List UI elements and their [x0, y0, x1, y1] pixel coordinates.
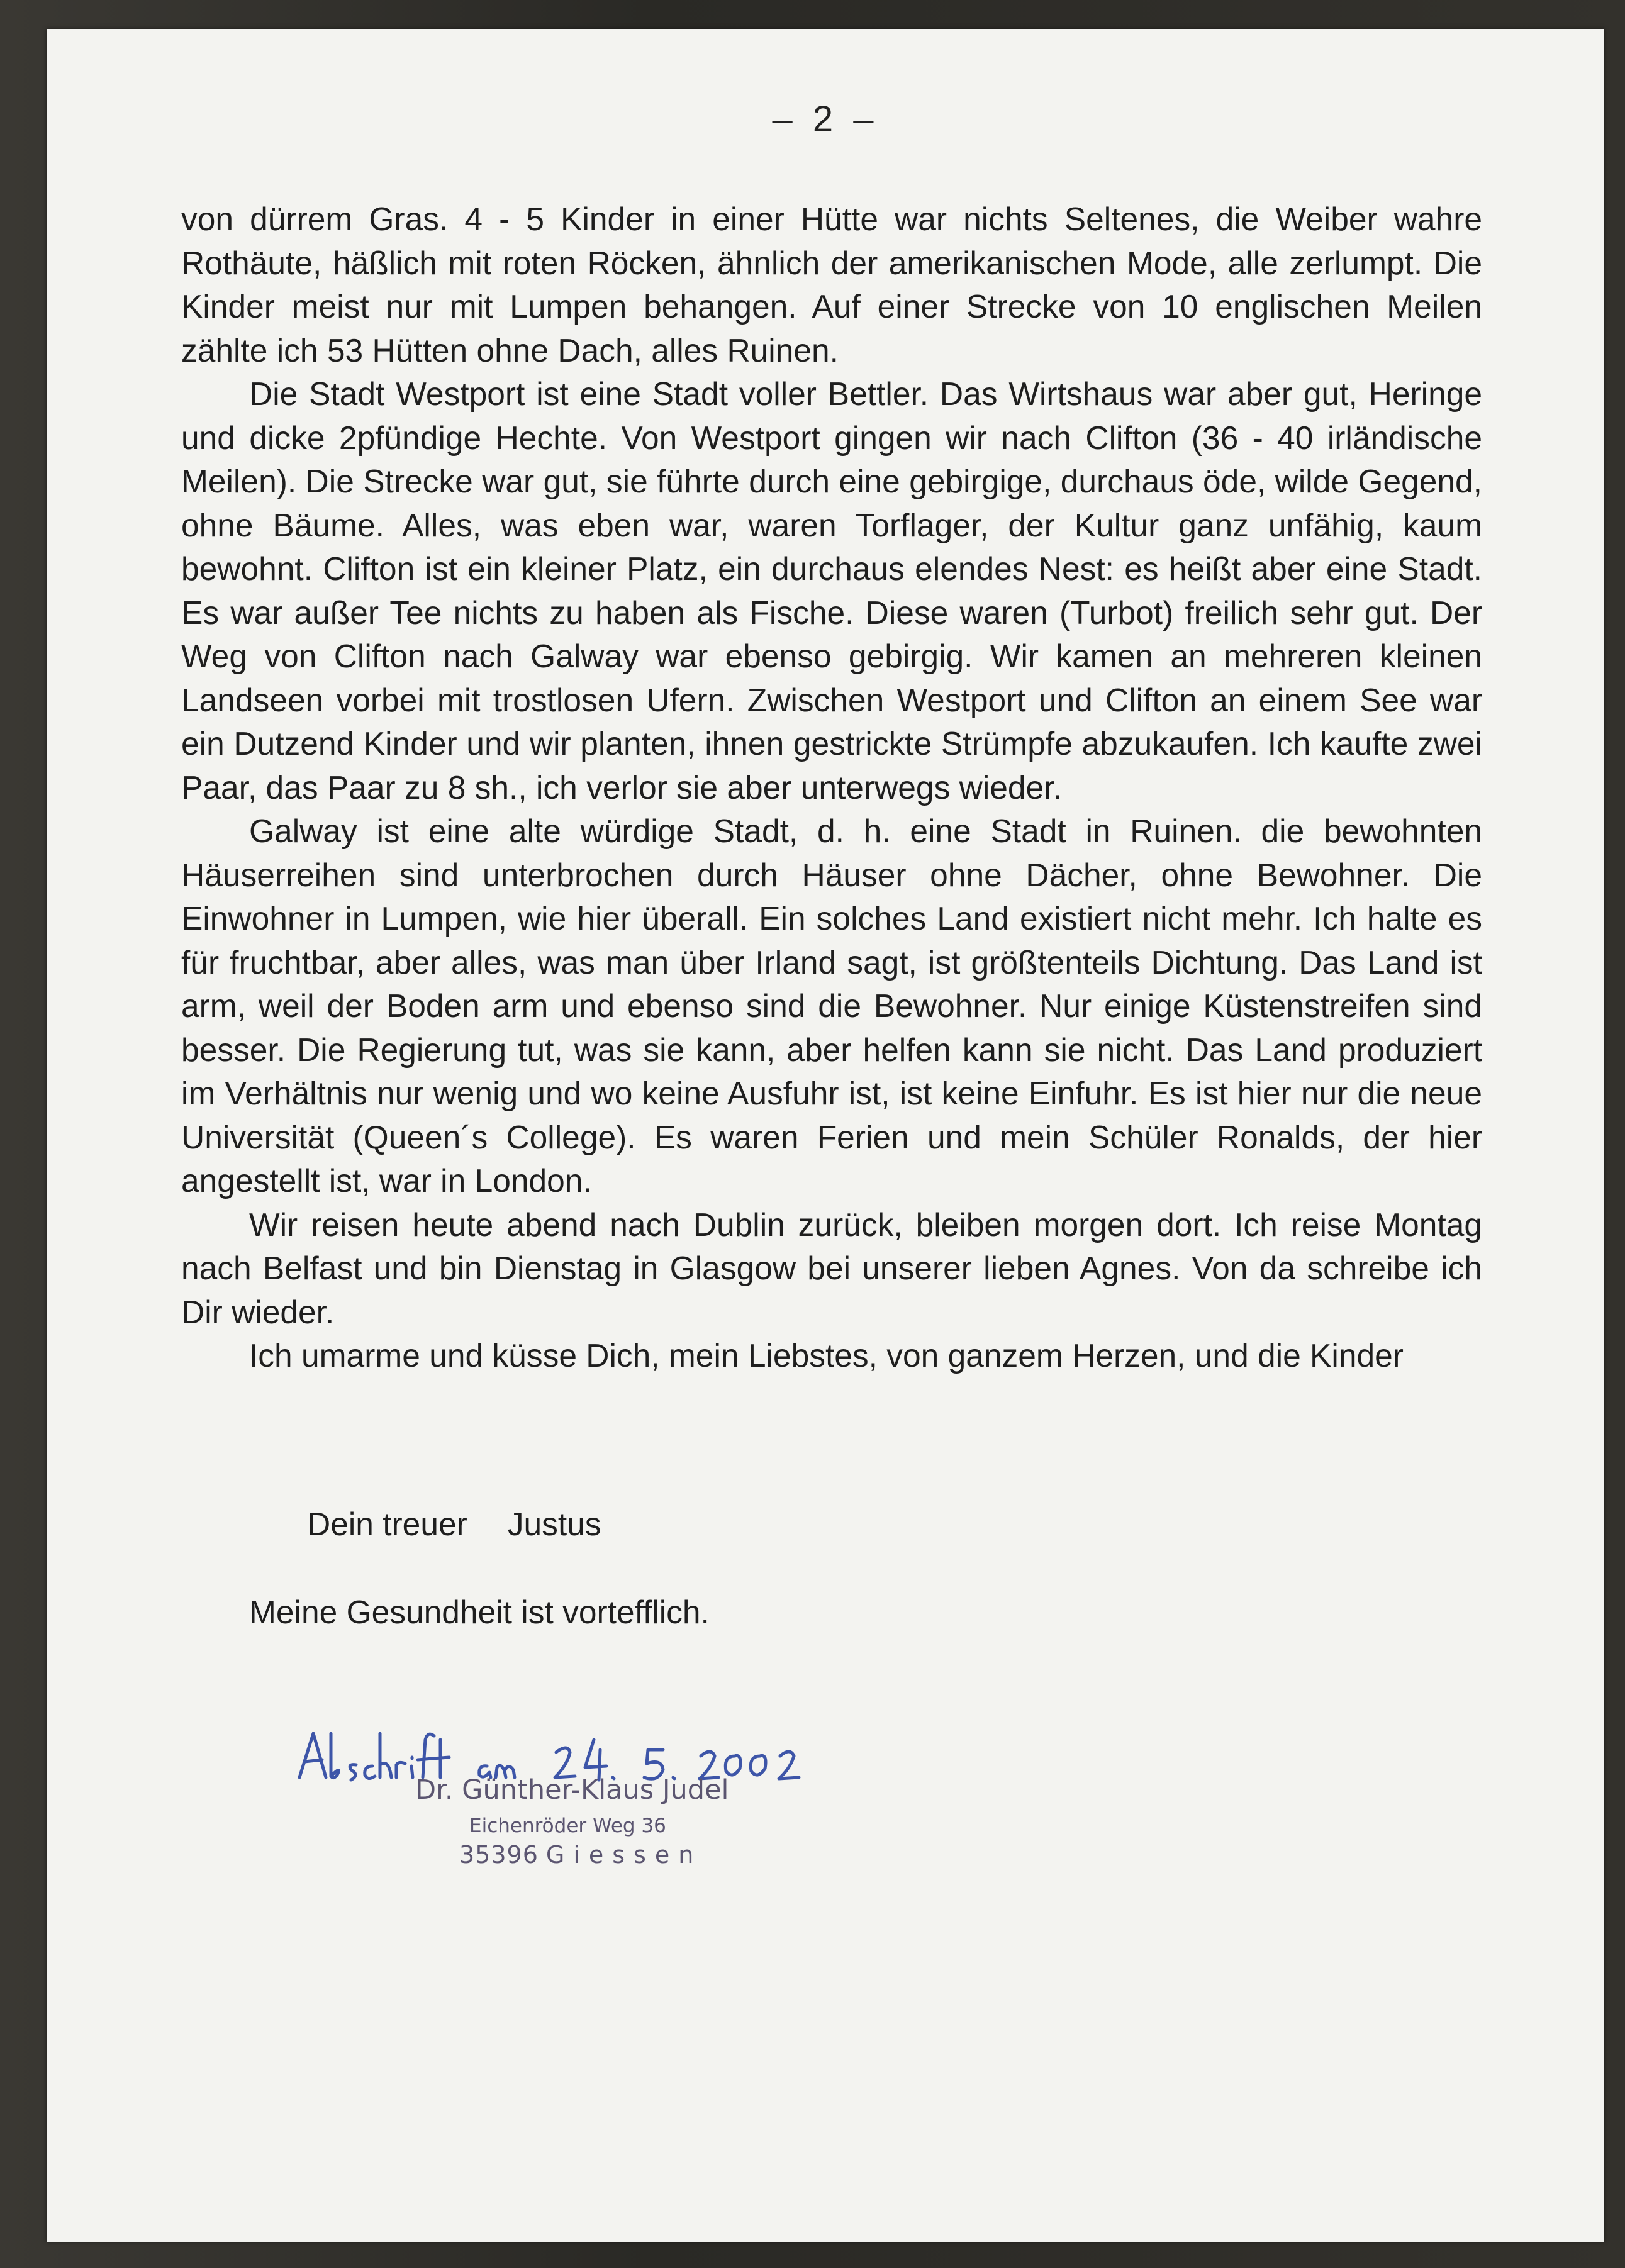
stamp-postcode: 35396: [459, 1841, 539, 1869]
postscript: Meine Gesundheit ist vortefflich.: [249, 1594, 710, 1630]
address-stamp: [415, 1774, 856, 1869]
letter-closing: [307, 1505, 642, 1543]
stamp-city: Giessen: [545, 1841, 703, 1869]
paragraph-2: Die Stadt Westport ist eine Stadt voller Bettler. Das Wirtshaus war aber gut, Heringe und dicke 2pfündige Hechte. Von Westport gingen wir nach Clifton (36 - 40 irländische Meilen). Die Strecke war gut, sie führte durch eine gebirgige, durchaus öde, wilde Gegend, ohne Bäume. Alles, was eben war, waren Torflager, der Kultur ganz unfähig, kaum bewohnt. Clifton ist ein kleiner Platz, ein durchaus elendes Nest: es heißt aber eine Stadt. Es war außer Tee nichts zu haben als Fische. Diese waren (Turbot) freilich sehr gut. Der Weg von Clifton nach Galway war ebenso gebirgig. Wir kamen an mehreren kleinen Landseen vorbei mit trostlosen Ufern. Zwischen Westport und Clifton an einem See war ein Dutzend Kinder und wir planten, ihnen gestrickte Strümpfe abzukaufen. Ich kaufte zwei Paar, das Paar zu 8 sh., ich verlor sie aber unterwegs wieder.: [181, 375, 1482, 806]
letter-body: [181, 197, 1482, 1378]
stamp-city-line: [459, 1841, 856, 1869]
closing-words: Dein treuer: [307, 1506, 467, 1542]
stamp-name: Dr. Günther-Klaus Judel: [415, 1774, 729, 1806]
document-page: [47, 29, 1604, 2242]
paragraph-4: Wir reisen heute abend nach Dublin zurück, bleiben morgen dort. Ich reise Montag nach Belfast und bin Dienstag in Glasgow bei unserer lieben Agnes. Von da schreibe ich Dir wieder.: [181, 1206, 1482, 1330]
page-number: – 2 –: [772, 99, 879, 140]
signature: Justus: [507, 1506, 601, 1542]
paragraph-3: Galway ist eine alte würdige Stadt, d. h. eine Stadt in Ruinen. die bewohnten Häuserreihen sind unterbrochen durch Häuser ohne Dächer, ohne Bewohner. Die Einwohner in Lumpen, wie hier überall. Ein solches Land existiert nicht mehr. Ich halte es für fruchtbar, aber alles, was man über Irland sagt, ist größtenteils Dichtung. Das Land ist arm, weil der Boden arm und ebenso sind die Bewohner. Nur einige Küstenstreifen sind besser. Die Regierung tut, was sie kann, aber helfen kann sie nicht. Das Land produziert im Verhältnis nur wenig und wo keine Ausfuhr ist, ist keine Einfuhr. Es ist hier nur die neue Universität (Queen´s College). Es waren Ferien und mein Schüler Ronalds, der hier angestellt ist, war in London.: [181, 813, 1482, 1199]
stamp-street: Eichenröder Weg 36: [469, 1815, 666, 1837]
paragraph-1: von dürrem Gras. 4 - 5 Kinder in einer Hütte war nichts Seltenes, die Weiber wahre Rothäute, häßlich mit roten Röcken, ähnlich der amerikanischen Mode, alle zerlumpt. Die Kinder meist nur mit Lumpen behangen. Auf einer Strecke von 10 englischen Meilen zählte ich 53 Hütten ohne Dach, alles Ruinen.: [181, 201, 1482, 369]
paragraph-5: Ich umarme und küsse Dich, mein Liebstes, von ganzem Herzen, und die Kinder: [249, 1337, 1404, 1374]
